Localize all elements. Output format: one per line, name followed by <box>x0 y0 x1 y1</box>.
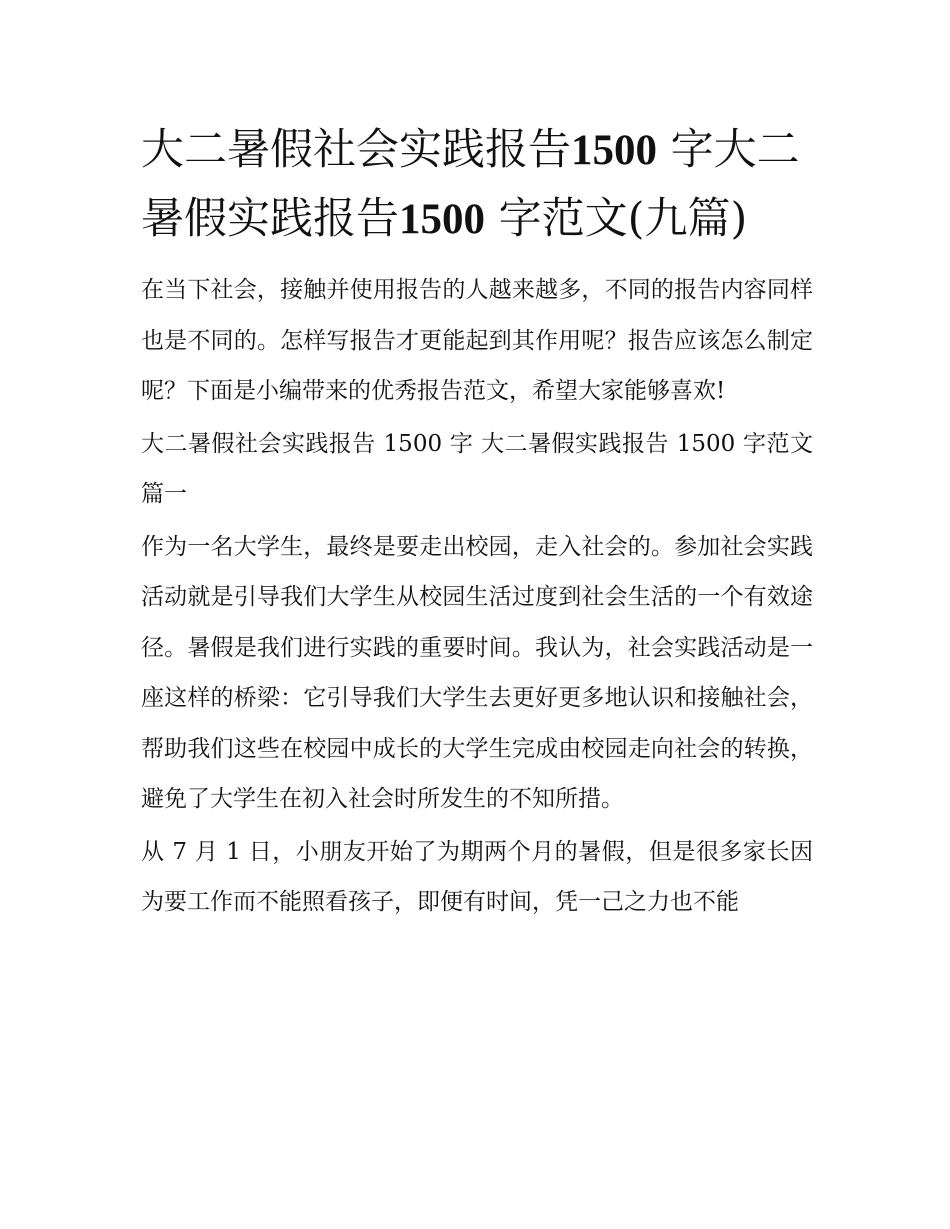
intro-paragraph: 在当下社会，接触并使用报告的人越来越多，不同的报告内容同样也是不同的。怎样写报告才更能起到其作用呢？报告应该怎么制定呢？下面是小编带来的优秀报告范文，希望大家能够喜欢! <box>141 277 813 404</box>
title-number-1: 1500 <box>571 127 657 174</box>
body-paragraph-1: 作为一名大学生，最终是要走出校园，走入社会的。参加社会实践活动就是引导我们大学生从校园生活过度到社会生活的一个有效途径。暑假是我们进行实践的重要时间。我认为，社会实践活动是一座这样的桥梁：它引导我们大学生去更好更多地认识和接触社会，帮助我们这些在校园中成长的大学生完成由校园走向社会的转换，避免了大学生在初入社会时所发生的不知所措。 <box>141 533 813 812</box>
title-text-1: 大二暑假社会实践报告 <box>141 125 571 175</box>
title-number-2: 1500 <box>399 196 485 243</box>
section-heading: 大二暑假社会实践报告 1500 字 大二暑假实践报告 1500 字范文篇一 <box>141 430 813 507</box>
body-paragraph-2: 从 7 月 1 日，小朋友开始了为期两个月的暑假，但是很多家长因为要工作而不能照看孩子，即便有时间，凭一己之力也不能 <box>141 838 813 915</box>
document-title <box>141 116 813 254</box>
document-page <box>141 116 813 930</box>
title-text-2: 字大二暑假实践报告 <box>141 125 800 244</box>
title-text-3: 字范文(九篇) <box>498 194 748 244</box>
